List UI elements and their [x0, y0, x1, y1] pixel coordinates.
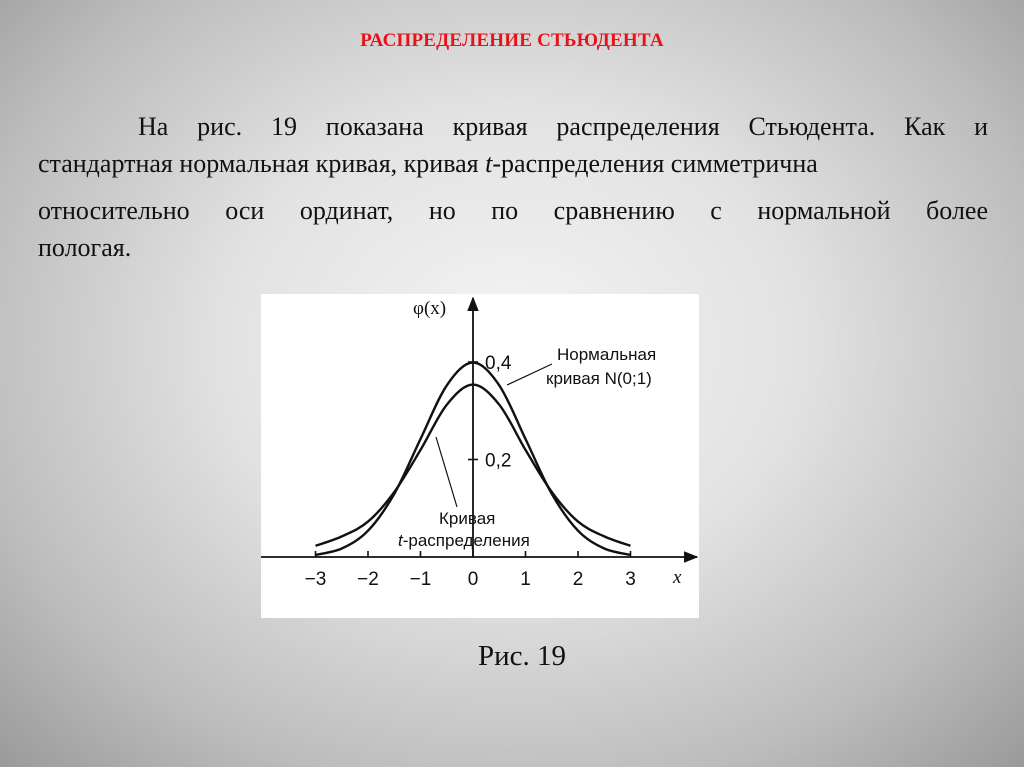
t-curve-label-line1: Кривая: [439, 509, 496, 528]
paragraph-line-3: относительно оси ординат, но по сравнению с нормальной более: [38, 196, 988, 225]
figure-panel: [261, 294, 699, 618]
x-tick-label: 2: [572, 569, 584, 590]
paragraph-line-4: пологая.: [38, 233, 132, 262]
x-tick-label: −2: [357, 569, 379, 590]
t-curve-leader: [436, 437, 457, 507]
x-tick-label: 1: [520, 569, 531, 590]
x-tick-label: −3: [304, 569, 327, 590]
y-axis-label: φ(x): [413, 298, 447, 319]
normal-curve-label-line1: Нормальная: [557, 345, 657, 364]
distribution-chart: [261, 294, 699, 618]
y-tick-label: 0,2: [485, 450, 512, 472]
normal-curve-label-line2: кривая N(0;1): [546, 369, 652, 388]
y-tick-label: 0,4: [485, 353, 512, 374]
description-paragraph: [38, 108, 988, 266]
t-curve-label-line2: t-распределения: [398, 531, 530, 550]
x-tick-label: 0: [467, 569, 479, 590]
paragraph-line-2: стандартная нормальная кривая, кривая t-распределения симметрична: [38, 149, 818, 178]
x-tick-label: 3: [625, 569, 636, 590]
slide-title: РАСПРЕДЕЛЕНИЕ СТЬЮДЕНТА: [360, 30, 664, 51]
x-tick-label: −1: [409, 569, 432, 590]
x-axis-label: x: [673, 567, 682, 588]
figure-caption: Рис. 19: [477, 640, 567, 672]
paragraph-line-1: На рис. 19 показана кривая распределения Стьюдента. Как и: [138, 112, 988, 141]
